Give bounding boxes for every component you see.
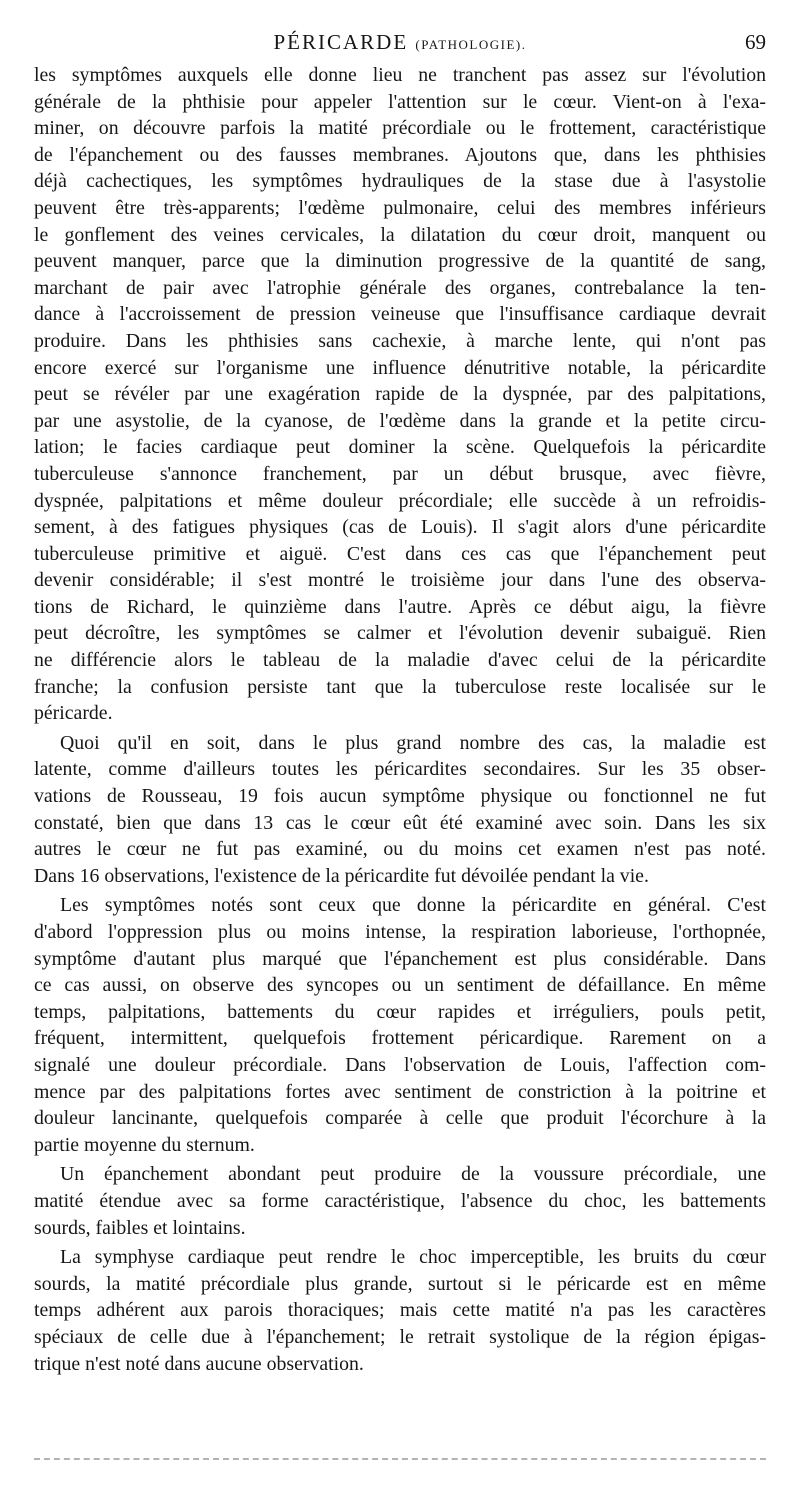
- paragraph: [34, 1161, 766, 1241]
- paragraph: [34, 730, 766, 890]
- text-line: tions de Richard, le quinzième dans l'autre. Après ce début aigu, la fièvre: [34, 595, 766, 618]
- text-line: peut décroître, les symptômes se calmer et l'évolution devenir subaiguë. Rien: [34, 622, 766, 645]
- text-line: le gonflement des veines cervicales, la dilatation du cœur droit, manquent ou: [34, 223, 766, 246]
- text-line: tuberculeuse primitive et aiguë. C'est dans ces cas que l'épanchement peut: [34, 542, 766, 565]
- text-line: La symphyse cardiaque peut rendre le choc imperceptible, les bruits du cœur: [60, 1246, 766, 1269]
- text-line: sourds, faibles et lointains.: [34, 1216, 246, 1239]
- text-line: spéciaux de celle due à l'épanchement; le retrait systolique de la région épigas-: [34, 1325, 766, 1348]
- text-line: générale de la phthisie pour appeler l'attention sur le cœur. Vient-on à l'exa-: [34, 90, 766, 113]
- text-line: devenir considérable; il s'est montré le troisième jour dans l'une des observa-: [34, 569, 766, 592]
- text-line: mence par des palpitations fortes avec sentiment de constriction à la poitrine et: [34, 1080, 766, 1103]
- text-line: peut se révéler par une exagération rapide de la dyspnée, par des palpitations,: [34, 383, 766, 406]
- text-line: ne différencie alors le tableau de la maladie d'avec celui de la péricardite: [34, 649, 766, 672]
- text-line: peuvent manquer, parce que la diminution progressive de la quantité de sang,: [34, 250, 766, 273]
- page-number: 69: [745, 30, 766, 54]
- text-line: constaté, bien que dans 13 cas le cœur eût été examiné avec soin. Dans les six: [34, 811, 766, 834]
- text-line: par une asystolie, de la cyanose, de l'œdème dans la grande et la petite circu-: [34, 409, 766, 432]
- text-line: temps, palpitations, battements du cœur rapides et irréguliers, pouls petit,: [34, 1000, 766, 1023]
- body-text: [34, 62, 766, 1377]
- text-line: encore exercé sur l'organisme une influence dénutritive notable, la péricardite: [34, 356, 766, 379]
- text-line: produire. Dans les phthisies sans cachexie, à marche lente, qui n'ont pas: [34, 329, 766, 352]
- text-line: Les symptômes notés sont ceux que donne la péricardite en général. C'est: [60, 894, 766, 917]
- paragraph: [34, 62, 766, 727]
- text-line: fréquent, intermittent, quelquefois frottement péricardique. Rarement on a: [34, 1027, 766, 1050]
- text-line: tuberculeuse s'annonce franchement, par un début brusque, avec fièvre,: [34, 462, 766, 485]
- text-line: dyspnée, palpitations et même douleur précordiale; elle succède à un refroidis-: [34, 489, 766, 512]
- paragraph: [34, 1244, 766, 1377]
- text-line: latente, comme d'ailleurs toutes les péricardites secondaires. Sur les 35 obser-: [34, 758, 766, 781]
- text-line: vations de Rousseau, 19 fois aucun symptôme physique ou fonctionnel ne fut: [34, 785, 766, 808]
- text-line: Dans 16 observations, l'existence de la péricardite fut dévoilée pendant la vie.: [34, 864, 649, 887]
- text-line: matité étendue avec sa forme caractéristique, l'absence du choc, les battements: [34, 1189, 766, 1212]
- text-line: Un épanchement abondant peut produire de la voussure précordiale, une: [60, 1163, 766, 1186]
- running-title-subtitle: (PATHOLOGIE).: [415, 37, 527, 52]
- text-line: d'abord l'oppression plus ou moins intense, la respiration laborieuse, l'orthopnée,: [34, 921, 766, 943]
- text-line: symptôme d'autant plus marqué que l'épanchement est plus considérable. Dans: [34, 947, 766, 970]
- text-line: lation; le facies cardiaque peut dominer la scène. Quelquefois la péricardite: [34, 436, 766, 459]
- text-line: trique n'est noté dans aucune observation.: [34, 1352, 364, 1375]
- text-line: dance à l'accroissement de pression veineuse que l'insuffisance cardiaque devrait: [34, 303, 766, 326]
- paragraph: [34, 892, 766, 1158]
- running-title: [34, 30, 766, 55]
- text-line: miner, on découvre parfois la matité précordiale ou le frottement, caractéristique: [34, 117, 766, 140]
- text-line: de l'épanchement ou des fausses membranes. Ajoutons que, dans les phthisies: [34, 143, 766, 166]
- text-line: Quoi qu'il en soit, dans le plus grand nombre des cas, la maladie est: [60, 731, 766, 754]
- running-title-text: PÉRICARDE: [273, 30, 409, 54]
- text-line: sement, à des fatigues physiques (cas de Louis). Il s'agit alors d'une péricardite: [34, 516, 766, 539]
- text-line: peuvent être très-apparents; l'œdème pulmonaire, celui des membres inférieurs: [34, 196, 766, 219]
- text-line: ce cas aussi, on observe des syncopes ou un sentiment de défaillance. En même: [34, 974, 766, 997]
- text-line: déjà cachectiques, les symptômes hydrauliques de la stase due à l'asystolie: [34, 170, 766, 193]
- text-line: douleur lancinante, quelquefois comparée à celle que produit l'écorchure à la: [34, 1107, 766, 1130]
- running-head: [34, 30, 766, 60]
- bottom-dashed-rule: [34, 1458, 766, 1460]
- text-line: autres le cœur ne fut pas examiné, ou du moins cet examen n'est pas noté.: [34, 838, 766, 861]
- text-line: signalé une douleur précordiale. Dans l'observation de Louis, l'affection com-: [34, 1053, 766, 1076]
- text-line: péricarde.: [34, 702, 113, 725]
- text-line: temps adhérent aux parois thoraciques; mais cette matité n'a pas les caractères: [34, 1299, 766, 1322]
- text-line: marchant de pair avec l'atrophie générale des organes, contrebalance la ten-: [34, 276, 766, 299]
- text-line: partie moyenne du sternum.: [34, 1133, 255, 1156]
- text-line: franche; la confusion persiste tant que la tuberculose reste localisée sur le: [34, 675, 766, 698]
- text-line: les symptômes auxquels elle donne lieu ne tranchent pas assez sur l'évolution: [34, 64, 766, 86]
- text-line: sourds, la matité précordiale plus grande, surtout si le péricarde est en même: [34, 1272, 766, 1295]
